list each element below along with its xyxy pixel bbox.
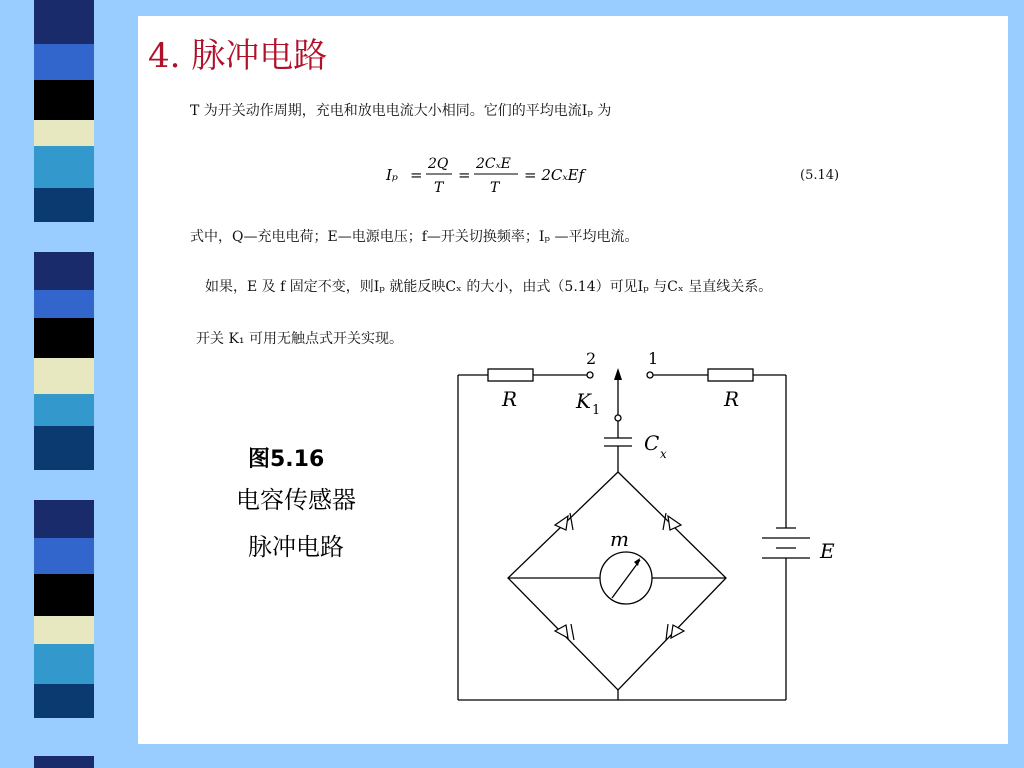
equation-5-14 — [380, 150, 610, 200]
label-meter-m: m — [610, 527, 629, 551]
label-node-2: 2 — [586, 349, 597, 368]
eq-frac2-den: T — [490, 180, 500, 196]
label-source-e: E — [820, 539, 835, 563]
resistor-left — [488, 369, 533, 381]
label-k1: K — [576, 389, 591, 413]
label-cx: C — [644, 431, 660, 455]
resistor-right — [708, 369, 753, 381]
equation-number: (5.14) — [800, 168, 840, 183]
diode-upper-left — [555, 516, 568, 530]
label-r-right: R — [724, 387, 740, 411]
figure-caption-line2: 脉冲电路 — [248, 533, 344, 561]
slide-title: 4. 脉冲电路 — [148, 36, 328, 76]
circuit-diagram — [440, 340, 860, 710]
switch-arrow — [614, 368, 622, 380]
switch-contact-2 — [587, 372, 593, 378]
text-line-switch: 开关 K₁ 可用无触点式开关实现。 — [196, 331, 403, 347]
label-k1-subscript: 1 — [592, 403, 601, 418]
eq-equals-1: = — [410, 166, 423, 184]
eq-equals-2: = — [458, 166, 471, 184]
eq-rhs: = 2CₓEf — [524, 166, 585, 184]
eq-frac1-den: T — [434, 180, 444, 196]
label-cx-subscript: x — [660, 447, 667, 461]
eq-lhs: Iₚ — [386, 166, 398, 184]
label-r-left: R — [502, 387, 518, 411]
figure-number: 图5.16 — [248, 447, 325, 472]
label-node-1: 1 — [648, 349, 659, 368]
decorative-stripe-border — [0, 0, 110, 768]
text-line-relation: 如果，E 及 f 固定不变，则Iₚ 就能反映Cₓ 的大小，由式（5.14）可见Iₚ 与Cₓ 呈直线关系。 — [205, 279, 773, 295]
eq-frac1-num: 2Q — [428, 156, 449, 172]
diode-upper-right — [668, 516, 681, 530]
switch-pivot — [615, 415, 621, 421]
text-line-definitions: 式中，Q—充电电荷；E—电源电压；f—开关切换频率；Iₚ —平均电流。 — [190, 229, 639, 245]
text-line-period: T 为开关动作周期，充电和放电电流大小相同。它们的平均电流Iₚ 为 — [190, 103, 612, 119]
figure-caption-line1: 电容传感器 — [236, 486, 356, 514]
switch-contact-1 — [647, 372, 653, 378]
diode-lower-right — [671, 625, 684, 638]
eq-frac2-num: 2CₓE — [476, 156, 511, 172]
